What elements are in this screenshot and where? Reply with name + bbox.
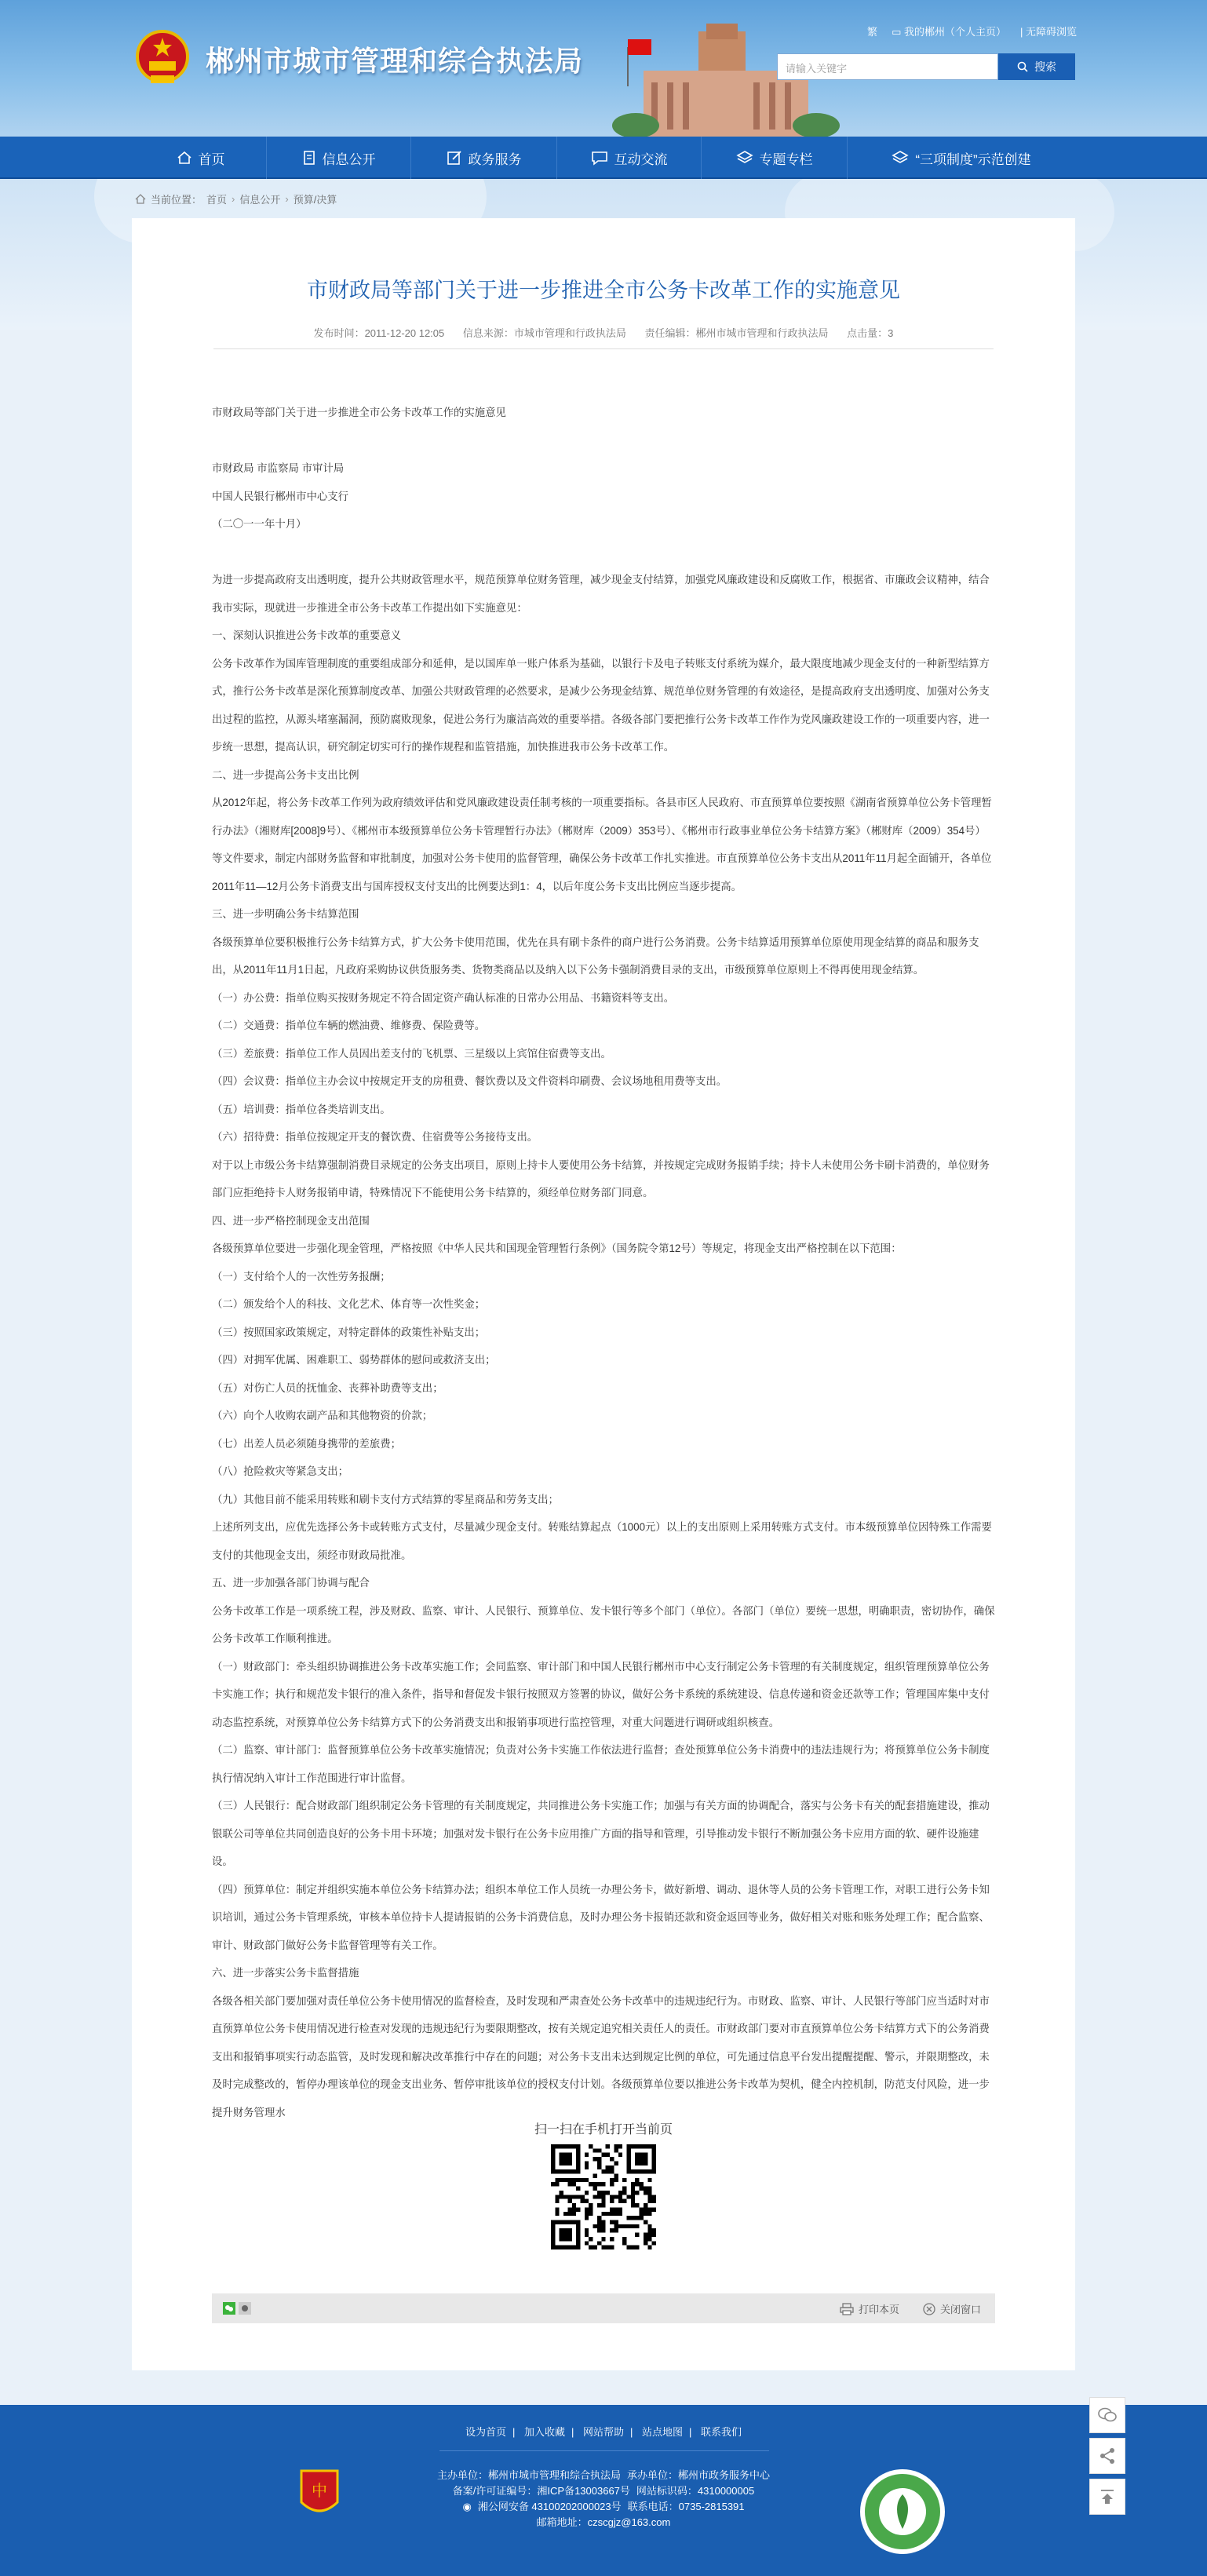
article-paragraph: 五、进一步加强各部门协调与配合 — [212, 1577, 370, 1589]
top-links — [867, 24, 1077, 38]
help-link[interactable]: 网站帮助 — [582, 2426, 624, 2438]
sitemap-link[interactable]: 站点地图 — [642, 2426, 684, 2438]
article-paragraph: 三、进一步明确公务卡结算范围 — [212, 908, 359, 920]
article-paragraph: 公务卡改革作为国库管理制度的重要组成部分和延伸，是以国库单一账户体系为基础，以银行卡及电子转账支付系统为媒介，最大限度地减少现金支付的一种新型结算方式，推行公务卡改革是深化预算制度改革、加强公共财政管理的必然要求，是减少公务现金结算、规范单位财务管理的有效途径，是提高政府支出透明度、加强对公务支出过程的监控，从源头堵塞漏洞，预防腐败现象，促进公务行为廉洁高效的重要举措。各级各部门要把推行公务卡改革工作作为党风廉政建设工作的一项重要内容，进一步统一思想，提高认识，研究制定切实可行的操作规程和监管措施，加快推进我市公务卡改革工作。 — [212, 657, 990, 753]
breadcrumb-budget[interactable]: 预算/决算 — [293, 194, 337, 206]
site-id-info: 网站标识码：4310000005 — [636, 2485, 755, 2497]
responsible-editor: 责任编辑：郴州市城市管理和行政执法局 — [644, 327, 829, 339]
article-meta — [132, 325, 1075, 340]
police-record-info[interactable]: 湘公网安备 43100202000023号 — [477, 2501, 622, 2512]
personal-page-link[interactable]: ▭ 我的郴州（个人主页） — [892, 26, 1006, 38]
site-footer — [0, 2405, 1207, 2576]
set-homepage-link[interactable]: 设为首页 — [465, 2426, 506, 2438]
article-paragraph: （一）支付给个人的一次性劳务报酬； — [212, 1270, 391, 1283]
divider — [213, 348, 994, 349]
floating-side-buttons — [1089, 2397, 1129, 2519]
nav-item-special-topics[interactable]: 专题专栏 — [702, 137, 848, 179]
wechat-float-button[interactable] — [1089, 2397, 1125, 2433]
article-paragraph: 四、进一步严格控制现金支出范围 — [212, 1214, 370, 1227]
close-window-button[interactable]: 关闭窗口 — [923, 2301, 981, 2316]
article-paragraph: 对于以上市级公务卡结算强制消费目录规定的公务支出项目，原则上持卡人要使用公务卡结算，并按规定完成财务报销手续；持卡人未使用公务卡刷卡消费的，单位财务部门应拒绝持卡人财务报销申请，特殊情况下不能使用公务卡结算的，须经单位财务部门同意。 — [212, 1158, 990, 1199]
wechat-icon — [1097, 2406, 1118, 2424]
article-paragraph: （八）抢险救灾等紧急支出； — [212, 1465, 349, 1477]
close-icon — [923, 2303, 935, 2315]
article-paragraph: （九）其他目前不能采用转账和刷卡支付方式结算的零星商品和劳务支出； — [212, 1493, 559, 1505]
nav-item-three-systems[interactable]: “三项制度”示范创建 — [848, 137, 1075, 179]
wechat-share-icon[interactable] — [223, 2302, 235, 2315]
home-icon — [177, 151, 192, 165]
article-toolbar — [212, 2293, 995, 2323]
share-icons — [223, 2302, 251, 2315]
qr-code-icon — [551, 2144, 656, 2249]
article-paragraph: 为进一步提高政府支出透明度，提升公共财政管理水平，规范预算单位财务管理，减少现金支付结算，加强党风廉政建设和反腐败工作，根据省、市廉政会议精神，结合我市实际，现就进一步推进全市公务卡改革工作提出如下实施意见： — [212, 574, 990, 614]
search-button[interactable]: 搜索 — [998, 53, 1075, 80]
edit-icon — [447, 150, 462, 166]
article-paragraph: （四）对拥军优属、困难职工、弱势群体的慰问或救济支出； — [212, 1354, 496, 1366]
article-paragraph: （四）预算单位：制定并组织实施本单位公务卡结算办法；组织本单位工作人员统一办理公务卡，做好新增、调动、退休等人员的公务卡管理工作，对职工进行公务卡知识培训，通过公务卡管理系统，审核本单位持卡人提请报销的公务卡消费信息，及时办理公务卡报销还款和资金返回等业务，做好相关对账和账务处理工作；配合监察、审计、财政部门做好公务卡监督管理等有关工作。 — [212, 1883, 990, 1951]
breadcrumb-separator: › — [285, 193, 289, 205]
article-title: 市财政局等部门关于进一步推进全市公务卡改革工作的实施意见 — [307, 279, 900, 303]
sponsor-info: 主办单位：郴州市城市管理和综合执法局 — [436, 2469, 621, 2481]
breadcrumb-info-public[interactable]: 信息公开 — [239, 194, 281, 206]
svg-text:中: 中 — [312, 2481, 327, 2500]
layers-icon — [736, 150, 753, 166]
layers-icon — [892, 150, 909, 166]
traditional-chinese-link[interactable]: 繁 — [867, 26, 878, 38]
click-count: 点击量：3 — [847, 327, 894, 339]
article-paragraph: 公务卡改革工作是一项系统工程，涉及财政、监察、审计、人民银行、预算单位、发卡银行等多个部门（单位）。各部门（单位）要统一思想，明确职责，密切协作，确保公务卡改革工作顺利推进。 — [212, 1604, 995, 1644]
article-paragraph: （七）出差人员必须随身携带的差旅费； — [212, 1437, 402, 1450]
blank-line — [212, 538, 995, 567]
article-paragraph: （三）差旅费：指单位工作人员因出差支付的飞机票、三星级以上宾馆住宿费等支出。 — [212, 1047, 611, 1060]
footer-links: 设为首页 | 加入收藏 | 网站帮助 | 站点地图 | 联系我们 — [465, 2426, 742, 2438]
nav-item-interaction[interactable]: 互动交流 — [557, 137, 702, 179]
breadcrumb-label: 当前位置： — [151, 194, 202, 206]
share-icon[interactable] — [239, 2302, 251, 2315]
article-paragraph: （二）交通费：指单位车辆的燃油费、维修费、保险费等。 — [212, 1020, 486, 1031]
article-paragraph: （五）对伤亡人员的抚恤金、丧葬补助费等支出； — [212, 1381, 443, 1394]
breadcrumb-separator: › — [232, 193, 235, 205]
print-button[interactable]: 打印本页 — [840, 2301, 899, 2316]
breadcrumb — [135, 192, 337, 206]
share-icon — [1099, 2447, 1116, 2465]
article-panel — [132, 218, 1075, 2370]
search-input[interactable]: 请输入关键字 — [777, 53, 998, 80]
document-icon — [302, 150, 316, 166]
icp-info[interactable]: 备案/许可证编号：湘ICP备13003667号 — [452, 2485, 630, 2497]
home-icon — [135, 194, 146, 204]
article-paragraph: （三）人民银行：配合财政部门组织制定公务卡管理的有关制度规定，共同推进公务卡实施工作；加强与有关方面的协调配合，落实与公务卡有关的配套措施建设，推动银联公司等单位共同创造良好的公务卡用卡环境；加强对发卡银行在公务卡应用推广方面的指导和管理，引导推动发卡银行不断加强公务卡应用方面的软、硬件设施建设。 — [212, 1800, 990, 1867]
add-favorite-link[interactable]: 加入收藏 — [523, 2426, 565, 2438]
article-paragraph: （二〇一一年十月） — [212, 518, 307, 530]
article-body — [212, 399, 995, 2126]
nav-item-info-public[interactable]: 信息公开 — [267, 137, 411, 179]
search-icon — [1017, 61, 1028, 72]
article-paragraph: 一、深刻认识推进公务卡改革的重要意义 — [212, 629, 402, 641]
article-paragraph: （六）向个人收购农副产品和其他物资的价款； — [212, 1410, 433, 1421]
article-paragraph: 各级预算单位要进一步强化现金管理，严格按照《中华人民共和国现金管理暂行条例》（国务院令第12号）等规定，将现金支出严格控制在以下范围： — [212, 1242, 902, 1254]
article-paragraph: 各级各相关部门要加强对责任单位公务卡使用情况的监督检查，及时发现和严肃查处公务卡改革中的违规违纪行为。市财政、监察、审计、人民银行等部门应当适时对市直预算单位公务卡使用情况进行检查对发现的违规违纪行为要限期整改，按有关规定追究相关责任人的责任。市财政部门要对市直预算单位公务卡结算方式下的公务消费支出和报销事项实行动态监管，及时发现和解决改革推行中存在的问题；对公务卡支出未达到规定比例的单位，可先通过信息平台发出提醒提醒、警示，并限期整改，未及时完成整改的，暂停办理该单位的现金支出业务、暂停审批该单位的授权支付计划。各级预算单位要以推进公务卡改革为契机，健全内控机制，防范支付风险，进一步提升财务管理水 — [212, 1994, 990, 2118]
email-info: 邮箱地址：czscgjz@163.com — [536, 2516, 671, 2528]
national-emblem-icon — [135, 28, 190, 88]
article-paragraph: （一）办公费：指单位购买按财务规定不符合固定资产确认标准的日常办公用品、书籍资料等支出。 — [212, 991, 675, 1004]
article-paragraph: 中国人民银行郴州市中心支行 — [212, 490, 349, 502]
divider — [439, 2450, 769, 2451]
nav-item-government-service[interactable]: 政务服务 — [411, 137, 557, 179]
nav-item-home[interactable]: 首页 — [135, 137, 267, 179]
phone-info: 联系电话：0735-2815391 — [627, 2501, 745, 2512]
police-badge-icon: ◉ — [462, 2501, 472, 2512]
article-paragraph: 市财政局 市监察局 市审计局 — [212, 462, 345, 474]
article-paragraph: （三）按照国家政策规定，对特定群体的政策性补贴支出； — [212, 1326, 486, 1338]
civilized-website-badge-icon — [859, 2468, 946, 2556]
footer-info — [0, 2468, 1207, 2530]
article-paragraph: 二、进一步提高公务卡支出比例 — [212, 768, 359, 781]
publish-time: 发布时间：2011-12-20 12:05 — [313, 327, 445, 339]
breadcrumb-home[interactable]: 首页 — [206, 194, 228, 206]
printer-icon — [840, 2303, 854, 2315]
contact-link[interactable]: 联系我们 — [701, 2426, 742, 2438]
chat-icon — [591, 150, 608, 166]
article-paragraph: 从2012年起，将公务卡改革工作列为政府绩效评估和党风廉政建设责任制考核的一项重要指标。各县市区人民政府、市直预算单位要按照《湖南省预算单位公务卡管理暂行办法》（湘财库[2008]9号）、《郴州市本级预算单位公务卡管理暂行办法》（郴财库（2009）353号）、《郴州市行政事业单位公务卡结算方案》（郴财库（2009）354号）等文件要求，制定内部财务监督和审批制度，加强对公务卡使用的监督管理，确保公务卡改革工作扎实推进。市直预算单位公务卡支出从2011年11月起全面铺开，各单位2011年11—12月公务卡消费支出与国库授权支付支出的比例要达到1：4，以后年度公务卡支出比例应当逐步提高。 — [212, 797, 992, 892]
site-header — [0, 0, 1207, 137]
back-to-top-button[interactable] — [1089, 2479, 1125, 2515]
main-navigation — [0, 137, 1207, 179]
share-float-button[interactable] — [1089, 2438, 1125, 2474]
qr-title: 扫一扫在手机打开当前页 — [534, 2123, 673, 2136]
article-paragraph: （四）会议费：指单位主办会议中按规定开支的房租费、餐饮费以及文件资料印刷费、会议场地租用费等支出。 — [212, 1075, 727, 1087]
article-paragraph: （二）监察、审计部门：监督预算单位公务卡改革实施情况；负责对公务卡实施工作依法进行监督；查处预算单位公务卡消费中的违法违规行为；将预算单位公务卡制度执行情况纳入审计工作范围进行审计监督。 — [212, 1744, 990, 1784]
info-source: 信息来源：市城市管理和行政执法局 — [462, 327, 626, 339]
article-paragraph: 市财政局等部门关于进一步推进全市公务卡改革工作的实施意见 — [212, 407, 506, 418]
blank-line — [212, 427, 995, 455]
site-title: 郴州市城市管理和综合执法局 — [206, 46, 584, 78]
article-paragraph: （二）颁发给个人的科技、文化艺术、体育等一次性奖金； — [212, 1298, 486, 1310]
accessibility-link[interactable]: | 无障碍浏览 — [1019, 26, 1077, 38]
article-paragraph: 各级预算单位要积极推行公务卡结算方式，扩大公务卡使用范围，优先在具有刷卡条件的商户进行公务消费。公务卡结算适用预算单位原使用现金结算的商品和服务支出，从2011年11月1日起，凡政府采购协议供货服务类、货物类商品以及纳入以下公务卡强制消费目录的支出，市级预算单位原则上不得再使用现金结算。 — [212, 936, 979, 976]
arrow-up-icon — [1099, 2488, 1116, 2505]
article-paragraph: 上述所列支出，应优先选择公务卡或转账方式支付，尽量减少现金支付。转账结算起点（1000元）以上的支出原则上采用转账方式支付。市本级预算单位因特殊工作需要支付的其他现金支出，须经市财政局批准。 — [212, 1521, 992, 1561]
article-paragraph: （六）招待费：指单位按规定开支的餐饮费、住宿费等公务接待支出。 — [212, 1131, 538, 1143]
article-paragraph: 六、进一步落实公务卡监督措施 — [212, 1967, 359, 1979]
article-paragraph: （一）财政部门：牵头组织协调推进公务卡改革实施工作；会同监察、审计部门和中国人民银行郴州市中心支行制定公务卡管理的有关制度规定，组织管理预算单位公务卡实施工作；执行和规范发卡银行的准入条件，指导和督促发卡银行按照双方签署的协议，做好公务卡系统的系统建设、信息传递和资金还款等工作；管理国库集中支付动态监控系统，对预算单位公务卡结算方式下的公务消费支出和报销事项进行监控管理，对重大问题进行调研或组织核查。 — [212, 1660, 990, 1728]
article-paragraph: （五）培训费：指单位各类培训支出。 — [212, 1103, 391, 1115]
organizer-info: 承办单位：郴州市政务服务中心 — [627, 2469, 771, 2481]
